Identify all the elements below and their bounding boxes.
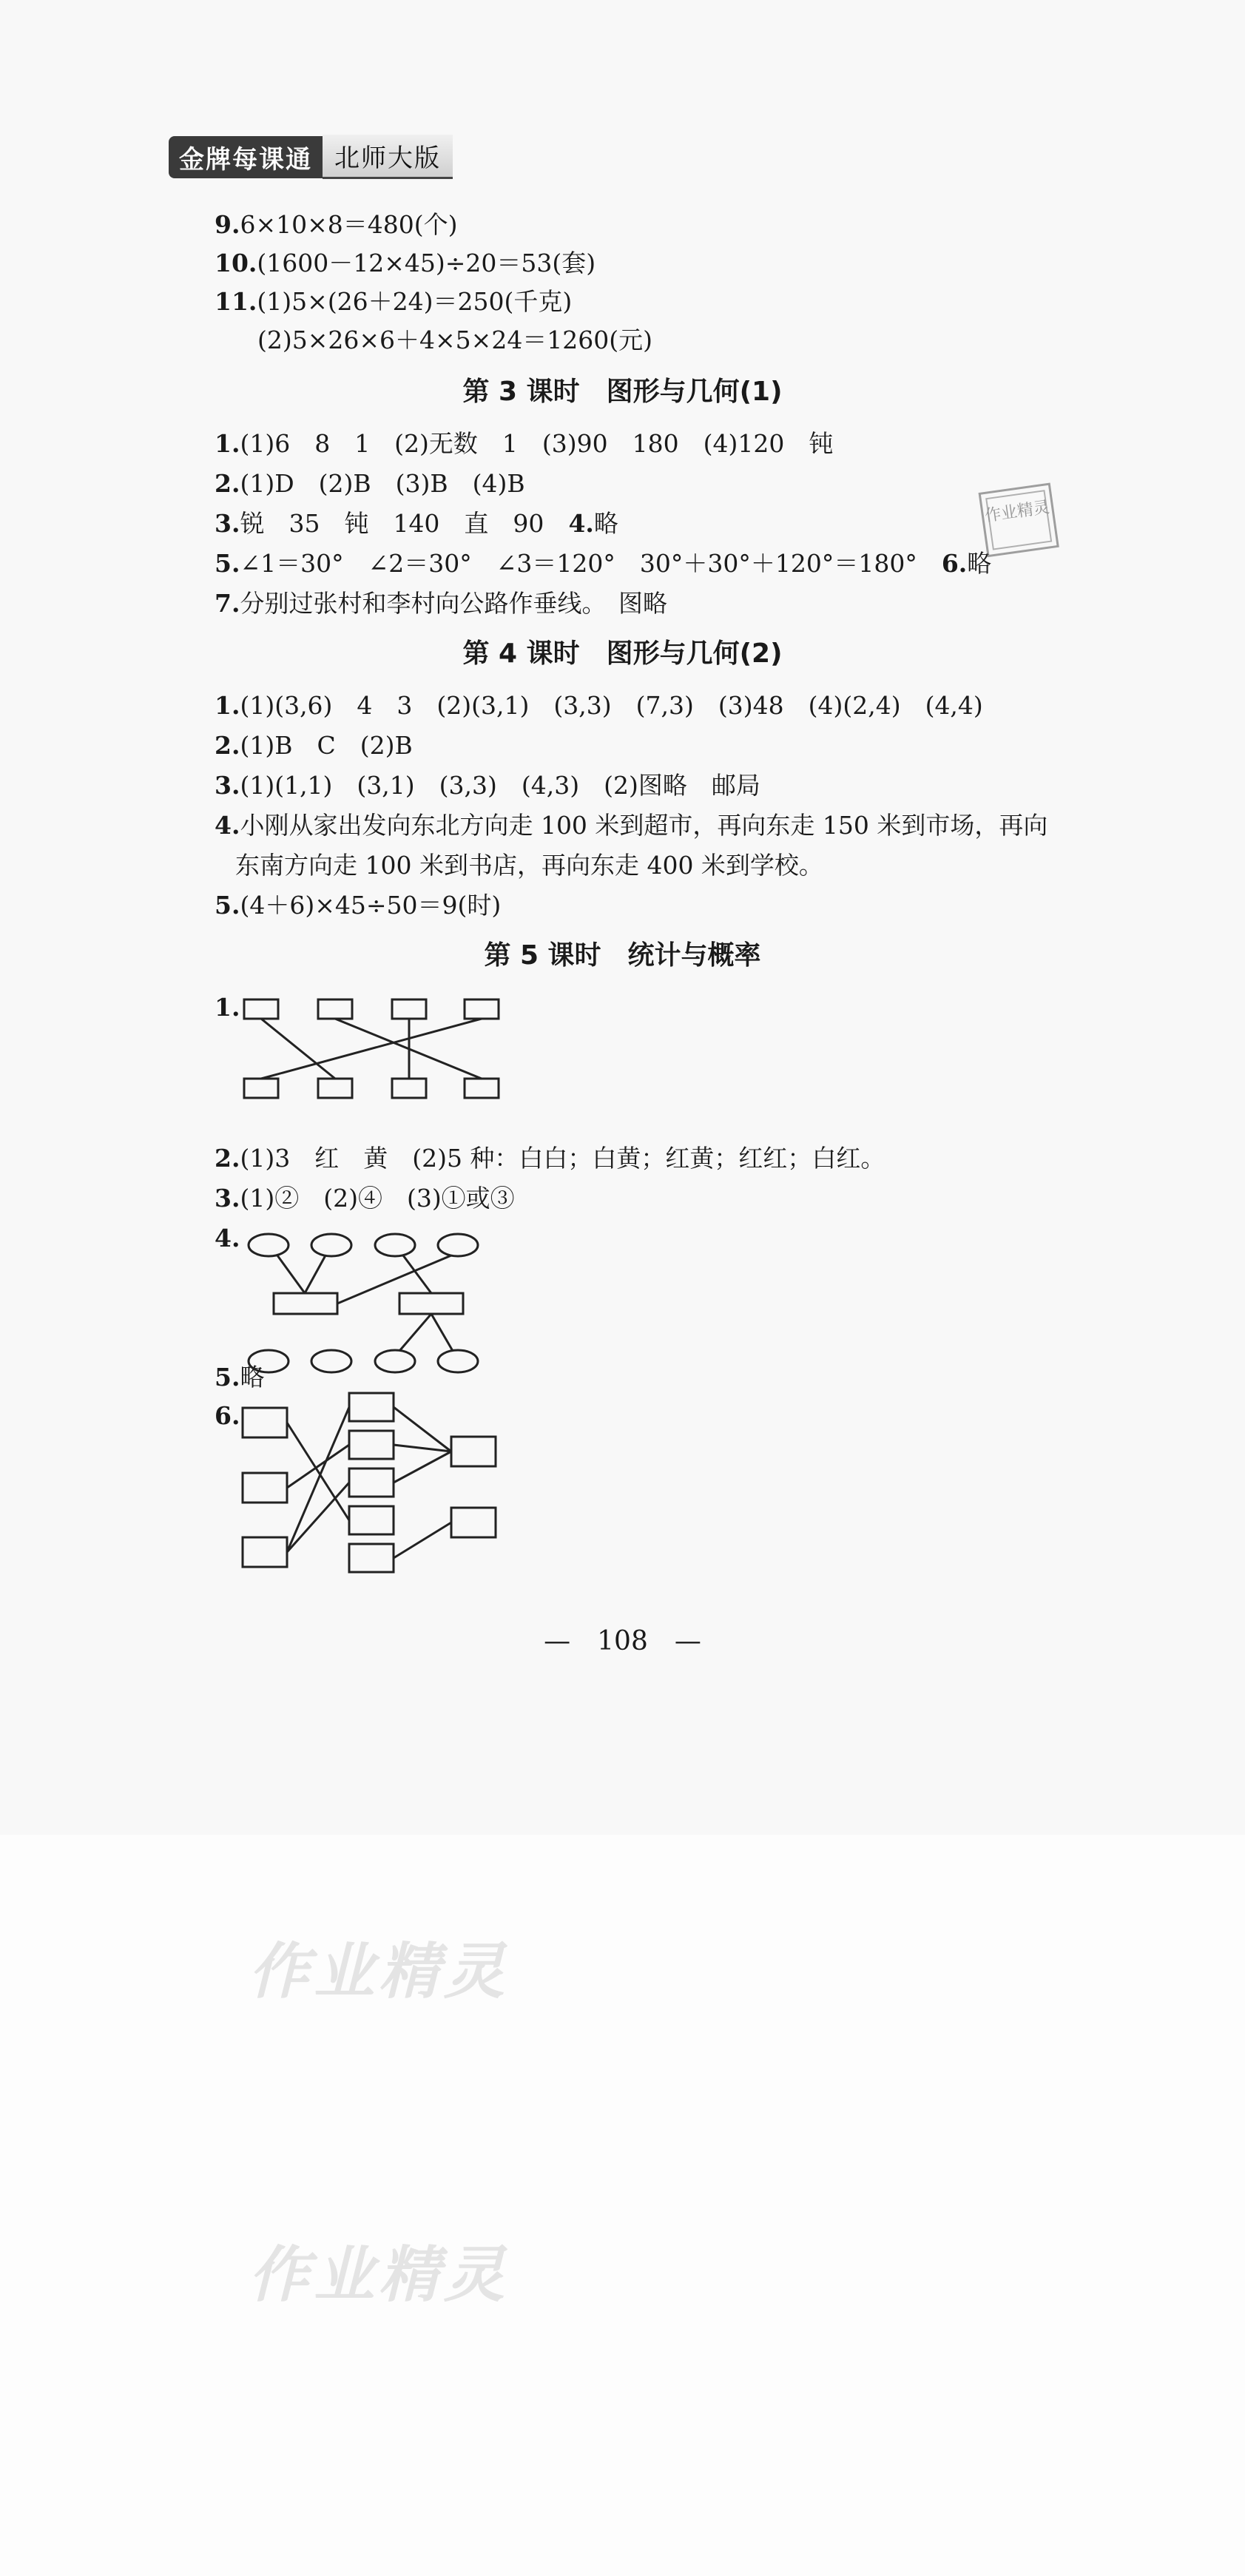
edition-label: 北师大版 xyxy=(323,135,453,179)
page-lower xyxy=(0,1835,1245,2576)
answer-line: 11.(1)5×(26＋24)＝250(千克) xyxy=(215,287,573,316)
answer-line: 1.(1)(3,6) 4 3 (2)(3,1) (3,3) (7,3) (3)48 (4)(2,4) (4,4) xyxy=(215,691,983,720)
answer-line: 3.锐 35 钝 140 直 90 4.略 xyxy=(215,509,618,538)
connector-line xyxy=(394,1451,451,1483)
answer-line: 东南方向走 100 米到书店，再向东走 400 米到学校。 xyxy=(235,851,823,880)
box-shape xyxy=(392,999,426,1019)
ellipse-shape xyxy=(438,1234,478,1256)
brand-label: 金牌每课通 xyxy=(169,136,323,178)
connector-line xyxy=(337,1255,451,1304)
box-shape xyxy=(243,1408,287,1437)
box-shape xyxy=(244,999,278,1019)
box-shape xyxy=(392,1079,426,1098)
answer-line: 4.小刚从家出发向东北方向走 100 米到超市，再向东走 150 米到市场，再向 xyxy=(215,811,1048,840)
box-shape xyxy=(349,1544,394,1572)
diagram-q1 xyxy=(244,999,499,1098)
ellipse-shape xyxy=(375,1234,415,1256)
box-shape xyxy=(451,1508,496,1537)
connector-line xyxy=(287,1423,349,1520)
connector-line xyxy=(399,1314,431,1351)
answer-line: 3.(1)② (2)④ (3)①或③ xyxy=(215,1184,515,1213)
connector-line xyxy=(277,1255,305,1293)
ellipse-shape xyxy=(375,1350,415,1372)
connector-line xyxy=(287,1483,349,1552)
answer-line: 5.略 xyxy=(215,1363,265,1392)
ellipse-shape xyxy=(311,1350,351,1372)
page-number: — 108 — xyxy=(544,1626,701,1656)
answer-line: 6. xyxy=(215,1401,240,1430)
answer-line: 9.6×10×8＝480(个) xyxy=(215,210,458,239)
box-shape xyxy=(349,1393,394,1421)
answer-line: 7.分别过张村和李村向公路作垂线。 图略 xyxy=(215,589,667,618)
box-shape xyxy=(243,1537,287,1567)
ellipse-shape xyxy=(311,1234,351,1256)
answer-line: 5.∠1＝30° ∠2＝30° ∠3＝120° 30°＋30°＋120°＝180° 6.略 xyxy=(215,549,992,578)
connector-line xyxy=(261,1019,482,1079)
stamp-text: 作业精灵 xyxy=(983,498,1051,526)
box-shape xyxy=(349,1431,394,1459)
answer-line: 10.(1600－12×45)÷20＝53(套) xyxy=(215,249,596,277)
box-shape xyxy=(465,1079,499,1098)
connector-line xyxy=(305,1255,325,1293)
box-shape xyxy=(349,1506,394,1534)
section-title: 第 5 课时 统计与概率 xyxy=(484,940,761,971)
answer-line: 5.(4＋6)×45÷50＝9(时) xyxy=(215,891,502,920)
box-shape xyxy=(318,999,352,1019)
box-shape xyxy=(465,999,499,1019)
answer-line: 2.(1)B C (2)B xyxy=(215,731,413,760)
answer-line: 1. xyxy=(215,993,240,1022)
answer-line: (2)5×26×6＋4×5×24＝1260(元) xyxy=(257,326,653,354)
answer-line: 3.(1)(1,1) (3,1) (3,3) (4,3) (2)图略 邮局 xyxy=(215,771,760,800)
box-shape xyxy=(318,1079,352,1098)
ellipse-shape xyxy=(438,1350,478,1372)
connector-line xyxy=(394,1523,451,1558)
box-shape xyxy=(399,1293,463,1314)
section-title: 第 3 课时 图形与几何(1) xyxy=(462,377,783,407)
box-shape xyxy=(243,1473,287,1503)
answer-line: 2.(1)D (2)B (3)B (4)B xyxy=(215,469,525,498)
watermark-text: 作业精灵 xyxy=(249,2239,509,2310)
watermark-text: 作业精灵 xyxy=(249,1936,509,2007)
box-shape xyxy=(244,1079,278,1098)
box-shape xyxy=(349,1469,394,1497)
diagram-q6 xyxy=(243,1393,496,1572)
ellipse-shape xyxy=(249,1350,289,1372)
connector-line xyxy=(287,1407,349,1552)
answer-line: 2.(1)3 红 黄 (2)5 种：白白；白黄；红黄；红红；白红。 xyxy=(215,1144,885,1173)
answer-line: 4. xyxy=(215,1224,240,1252)
box-shape xyxy=(274,1293,337,1314)
diagram-q4 xyxy=(249,1234,478,1372)
ellipse-shape xyxy=(249,1234,289,1256)
answer-line: 1.(1)6 8 1 (2)无数 1 (3)90 180 (4)120 钝 xyxy=(215,429,834,458)
connector-line xyxy=(431,1314,453,1351)
section-title: 第 4 课时 图形与几何(2) xyxy=(462,638,783,669)
box-shape xyxy=(451,1437,496,1466)
